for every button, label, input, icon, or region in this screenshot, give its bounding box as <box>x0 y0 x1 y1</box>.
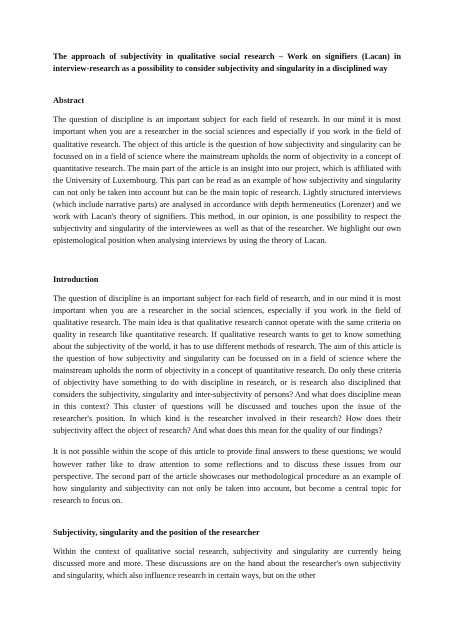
introduction-heading: Introduction <box>53 274 99 284</box>
abstract-text: The question of discipline is an important subject for each field of research. In our mind it is most important when you are a researcher in the social sciences and especially if you work in the field of qualitative research. The object of this article is the question of how subjectivity and singularity can be focussed on in a field of science where the mainstream upholds the norm of objectivity in a concept of quantitative research. The main part of the article is an insight into our project, which is affiliated with the University of Luxembourg. This part can be read as an example of how subjectivity and singularity can not only be taken into account but can be the main topic of research. Lightly structured interviews (which include narrative parts) are analysed in accordance with depth hermeneutics (Lorenzer) and we work with Lacan's theory of signifiers. This method, in our opinion, is one possibility to respect the subjectivity and singularity of the interviewees as well as that of the researcher. We highlight our own epistemological position when analysing interviews by using the theory of Lacan. <box>53 115 401 245</box>
introduction-paragraph-2: It is not possible within the scope of this article to provide final answers to these questions; we would however rather like to draw attention to some reflections and to discuss these issues from our perspective. The second part of the article showcases our methodological procedure as an example of how singularity and subjectivity can not only be taken into account, but become a central topic for research to focus on. <box>53 447 401 505</box>
paper-title: The approach of subjectivity in qualitative social research – Work on signifiers (Lacan) in interview-research as a possibility to consider subjectivity and singularity in a disciplined way <box>53 52 401 74</box>
introduction-paragraph-1: The question of discipline is an important subject for each field of research, and in our mind it is most important when you are a researcher in the social sciences, especially if you work in the field of qualitative research. The main idea is that qualitative research cannot operate with the same criteria on quality in research like quantitative research. If qualitative research wants to get to know something about the subjectivity of the world, it has to use different methods of research. The aim of this article is the question of how subjectivity and singularity can be focussed on in a field of science where the mainstream upholds the norm of objectivity in a concept of quantitative research. Do only these criteria of objectivity have something to do with discipline in research, or is research also disciplined that considers the subjectivity, singularity and inter-subjectivity of persons? And what does discipline mean in this context? This cluster of questions will be discussed and touches upon the issue of the researcher's position. In which kind is the researcher involved in their research? How does their subjectivity affect the object of research? And what does this mean for the quality of our findings? <box>53 293 401 436</box>
section-paragraph: Within the context of qualitative social research, subjectivity and singularity are currently being discussed more and more. These discussions are on the hand about the researcher's own subjectivity and singularity, which also influence research in certain ways, but on the other <box>53 546 401 580</box>
section-heading: Subjectivity, singularity and the position of the researcher <box>53 527 260 537</box>
abstract-heading: Abstract <box>53 96 85 106</box>
